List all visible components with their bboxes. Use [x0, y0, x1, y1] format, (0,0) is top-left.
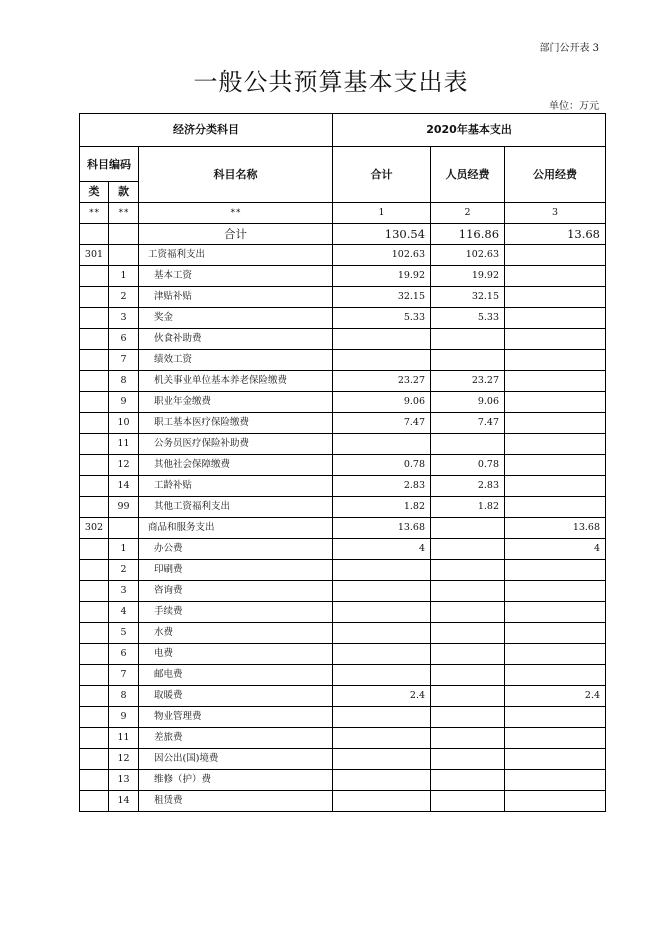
table-row	[80, 707, 606, 728]
table-row	[80, 434, 606, 455]
total-row	[80, 224, 606, 245]
row-kuan: 12	[109, 455, 139, 476]
row-kuan: 10	[109, 413, 139, 434]
table-row	[80, 581, 606, 602]
row-public	[505, 770, 606, 791]
row-public	[505, 392, 606, 413]
row-name: 基本工资	[139, 266, 333, 287]
total-row-label: 合计	[139, 224, 333, 245]
row-total: 0.78	[333, 455, 431, 476]
row-lei	[80, 413, 109, 434]
row-personnel: 0.78	[431, 455, 505, 476]
row-personnel: 1.82	[431, 497, 505, 518]
table-row	[80, 665, 606, 686]
row-name: 电费	[139, 644, 333, 665]
total-row-lei	[80, 224, 109, 245]
row-public	[505, 329, 606, 350]
personnel-header: 人员经费	[431, 147, 505, 203]
row-total	[333, 329, 431, 350]
total-row-kuan	[109, 224, 139, 245]
table-row	[80, 497, 606, 518]
row-personnel	[431, 560, 505, 581]
table-row	[80, 602, 606, 623]
row-public: 4	[505, 539, 606, 560]
table-row	[80, 455, 606, 476]
row-kuan: 5	[109, 623, 139, 644]
table-row	[80, 749, 606, 770]
row-kuan: 99	[109, 497, 139, 518]
row-name: 职业年金缴费	[139, 392, 333, 413]
row-personnel	[431, 728, 505, 749]
row-lei	[80, 266, 109, 287]
table-number-label: 部门公开表 3	[539, 43, 599, 54]
row-name: 津贴补贴	[139, 287, 333, 308]
row-name: 公务员医疗保险补助费	[139, 434, 333, 455]
row-personnel	[431, 602, 505, 623]
row-personnel	[431, 791, 505, 812]
row-name: 因公出(国)境费	[139, 749, 333, 770]
row-total: 102.63	[333, 245, 431, 266]
row-name: 租赁费	[139, 791, 333, 812]
row-total: 23.27	[333, 371, 431, 392]
row-public: 2.4	[505, 686, 606, 707]
row-public	[505, 728, 606, 749]
row-personnel	[431, 329, 505, 350]
row-lei	[80, 707, 109, 728]
row-total: 2.83	[333, 476, 431, 497]
row-kuan: 11	[109, 434, 139, 455]
table-row	[80, 329, 606, 350]
public-header: 公用经费	[505, 147, 606, 203]
total-row-public: 13.68	[505, 224, 606, 245]
row-total: 9.06	[333, 392, 431, 413]
row-lei	[80, 350, 109, 371]
row-lei	[80, 602, 109, 623]
row-name: 办公费	[139, 539, 333, 560]
row-total	[333, 350, 431, 371]
row-lei	[80, 728, 109, 749]
row-personnel: 102.63	[431, 245, 505, 266]
row-kuan: 7	[109, 350, 139, 371]
row-total: 4	[333, 539, 431, 560]
row-lei	[80, 686, 109, 707]
row-name: 机关事业单位基本养老保险缴费	[139, 371, 333, 392]
row-lei: 302	[80, 518, 109, 539]
row-total	[333, 644, 431, 665]
row-lei	[80, 665, 109, 686]
row-kuan	[109, 518, 139, 539]
row-name: 邮电费	[139, 665, 333, 686]
row-name: 其他社会保障缴费	[139, 455, 333, 476]
total-row-personnel: 116.86	[431, 224, 505, 245]
row-name: 其他工资福利支出	[139, 497, 333, 518]
row-kuan: 1	[109, 266, 139, 287]
page-title: 一般公共预算基本支出表	[193, 68, 469, 96]
table-row	[80, 770, 606, 791]
row-lei	[80, 770, 109, 791]
table-row	[80, 287, 606, 308]
row-name: 物业管理费	[139, 707, 333, 728]
table-row	[80, 476, 606, 497]
row-total: 5.33	[333, 308, 431, 329]
row-personnel: 23.27	[431, 371, 505, 392]
index-public: 3	[505, 203, 606, 224]
table-row	[80, 245, 606, 266]
total-header: 合计	[333, 147, 431, 203]
row-public	[505, 560, 606, 581]
row-kuan: 3	[109, 308, 139, 329]
row-public	[505, 245, 606, 266]
row-public	[505, 791, 606, 812]
index-name: **	[139, 203, 333, 224]
row-personnel	[431, 644, 505, 665]
row-personnel	[431, 581, 505, 602]
row-kuan: 9	[109, 707, 139, 728]
row-total	[333, 665, 431, 686]
row-public	[505, 350, 606, 371]
row-name: 维修（护）费	[139, 770, 333, 791]
row-total: 32.15	[333, 287, 431, 308]
table-row	[80, 623, 606, 644]
row-lei	[80, 560, 109, 581]
row-kuan: 7	[109, 665, 139, 686]
table-row	[80, 308, 606, 329]
row-kuan: 9	[109, 392, 139, 413]
row-lei	[80, 476, 109, 497]
row-lei	[80, 287, 109, 308]
row-name: 取暖费	[139, 686, 333, 707]
row-kuan: 6	[109, 329, 139, 350]
row-total	[333, 581, 431, 602]
table-row	[80, 371, 606, 392]
table-row	[80, 518, 606, 539]
row-personnel: 9.06	[431, 392, 505, 413]
row-personnel	[431, 623, 505, 644]
row-name: 手续费	[139, 602, 333, 623]
row-kuan: 14	[109, 791, 139, 812]
row-kuan: 8	[109, 686, 139, 707]
row-public	[505, 623, 606, 644]
code-header: 科目编码	[80, 147, 139, 182]
row-total	[333, 770, 431, 791]
index-kuan: **	[109, 203, 139, 224]
row-lei	[80, 455, 109, 476]
row-total	[333, 749, 431, 770]
row-name: 工资福利支出	[139, 245, 333, 266]
table-row	[80, 539, 606, 560]
row-total: 1.82	[333, 497, 431, 518]
row-public	[505, 749, 606, 770]
row-public	[505, 581, 606, 602]
row-lei	[80, 371, 109, 392]
row-public	[505, 476, 606, 497]
table-row	[80, 266, 606, 287]
row-kuan: 2	[109, 287, 139, 308]
row-lei	[80, 581, 109, 602]
row-name: 工龄补贴	[139, 476, 333, 497]
table-row	[80, 350, 606, 371]
row-name: 绩效工资	[139, 350, 333, 371]
row-personnel: 32.15	[431, 287, 505, 308]
row-total	[333, 434, 431, 455]
row-public	[505, 266, 606, 287]
year-budget-header: 2020年基本支出	[333, 114, 606, 147]
row-name: 水费	[139, 623, 333, 644]
row-public	[505, 308, 606, 329]
row-public: 13.68	[505, 518, 606, 539]
row-lei	[80, 308, 109, 329]
row-personnel: 19.92	[431, 266, 505, 287]
row-public	[505, 455, 606, 476]
row-kuan: 8	[109, 371, 139, 392]
unit-label: 单位：万元	[549, 101, 599, 112]
budget-table	[79, 113, 606, 812]
header-row-2	[80, 147, 606, 182]
row-personnel	[431, 434, 505, 455]
row-name: 奖金	[139, 308, 333, 329]
row-public	[505, 602, 606, 623]
table-row	[80, 413, 606, 434]
row-personnel	[431, 665, 505, 686]
row-lei	[80, 539, 109, 560]
row-total: 19.92	[333, 266, 431, 287]
row-lei	[80, 644, 109, 665]
row-public	[505, 287, 606, 308]
row-kuan: 12	[109, 749, 139, 770]
row-public	[505, 413, 606, 434]
table-row	[80, 791, 606, 812]
row-personnel	[431, 518, 505, 539]
name-header: 科目名称	[139, 147, 333, 203]
row-personnel: 2.83	[431, 476, 505, 497]
row-kuan: 2	[109, 560, 139, 581]
row-total	[333, 623, 431, 644]
row-total	[333, 602, 431, 623]
row-total: 13.68	[333, 518, 431, 539]
row-total	[333, 707, 431, 728]
row-total	[333, 728, 431, 749]
row-public	[505, 644, 606, 665]
row-lei	[80, 329, 109, 350]
row-lei	[80, 791, 109, 812]
row-public	[505, 434, 606, 455]
row-lei	[80, 434, 109, 455]
table-row	[80, 686, 606, 707]
row-name: 商品和服务支出	[139, 518, 333, 539]
header-row-1	[80, 114, 606, 147]
row-personnel	[431, 539, 505, 560]
row-kuan: 13	[109, 770, 139, 791]
row-personnel	[431, 770, 505, 791]
row-personnel: 5.33	[431, 308, 505, 329]
row-lei	[80, 749, 109, 770]
index-lei: **	[80, 203, 109, 224]
row-name: 职工基本医疗保险缴费	[139, 413, 333, 434]
index-personnel: 2	[431, 203, 505, 224]
row-lei	[80, 392, 109, 413]
row-lei: 301	[80, 245, 109, 266]
row-personnel	[431, 686, 505, 707]
row-personnel: 7.47	[431, 413, 505, 434]
row-kuan: 1	[109, 539, 139, 560]
row-personnel	[431, 350, 505, 371]
row-total	[333, 560, 431, 581]
row-public	[505, 707, 606, 728]
row-public	[505, 665, 606, 686]
total-row-total: 130.54	[333, 224, 431, 245]
table-row	[80, 560, 606, 581]
econ-class-header: 经济分类科目	[80, 114, 333, 147]
table-row	[80, 644, 606, 665]
row-name: 咨询费	[139, 581, 333, 602]
row-total	[333, 791, 431, 812]
row-public	[505, 497, 606, 518]
row-total: 7.47	[333, 413, 431, 434]
row-public	[505, 371, 606, 392]
lei-header: 类	[80, 182, 109, 203]
table-row	[80, 392, 606, 413]
row-name: 伙食补助费	[139, 329, 333, 350]
row-kuan: 6	[109, 644, 139, 665]
row-name: 印刷费	[139, 560, 333, 581]
row-lei	[80, 497, 109, 518]
row-kuan	[109, 245, 139, 266]
row-kuan: 11	[109, 728, 139, 749]
index-total: 1	[333, 203, 431, 224]
row-kuan: 14	[109, 476, 139, 497]
row-total: 2.4	[333, 686, 431, 707]
row-kuan: 3	[109, 581, 139, 602]
kuan-header: 款	[109, 182, 139, 203]
row-kuan: 4	[109, 602, 139, 623]
row-personnel	[431, 749, 505, 770]
row-name: 差旅费	[139, 728, 333, 749]
index-row	[80, 203, 606, 224]
table-row	[80, 728, 606, 749]
row-personnel	[431, 707, 505, 728]
row-lei	[80, 623, 109, 644]
